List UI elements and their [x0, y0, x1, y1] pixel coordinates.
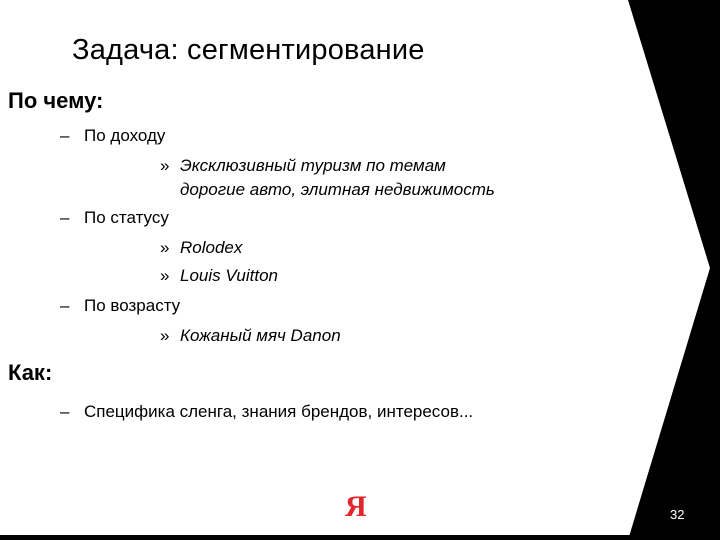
right-black-chevron — [628, 0, 720, 540]
item-label: По возрасту — [84, 296, 181, 315]
guillemet-marker: » — [160, 156, 170, 175]
level2-item-income — [60, 126, 165, 146]
level3-item-danon — [160, 326, 341, 346]
dash-marker: – — [60, 402, 70, 421]
section-heading-po-chemu: По чему: — [8, 88, 104, 113]
item-label: По доходу — [84, 126, 166, 145]
level3-item-tourism — [160, 156, 446, 176]
page-number: 32 — [670, 507, 685, 522]
dash-marker: – — [60, 126, 70, 145]
item-text-line1: Эксклюзивный туризм по темам — [180, 156, 446, 175]
level2-item-status — [60, 208, 169, 228]
dash-marker: – — [60, 208, 70, 227]
item-text: Rolodex — [180, 238, 243, 257]
level3-item-tourism-line2: дорогие авто, элитная недвижимость — [180, 180, 495, 199]
item-text: Кожаный мяч Danon — [180, 326, 341, 345]
level2-item-age — [60, 296, 180, 316]
level2-item-slang — [60, 402, 473, 422]
yandex-logo-icon: Я — [345, 490, 367, 523]
guillemet-marker: » — [160, 266, 170, 285]
bottom-black-bar — [0, 535, 720, 540]
dash-marker: – — [60, 296, 70, 315]
level3-item-louis-vuitton — [160, 266, 278, 286]
item-text: Louis Vuitton — [180, 266, 278, 285]
level3-item-rolodex — [160, 238, 242, 258]
guillemet-marker: » — [160, 326, 170, 345]
slide-title: Задача: сегментирование — [72, 34, 425, 66]
item-label: Специфика сленга, знания брендов, интересов... — [84, 402, 474, 421]
guillemet-marker: » — [160, 238, 170, 257]
item-label: По статусу — [84, 208, 169, 227]
section-heading-kak: Как: — [8, 360, 53, 385]
